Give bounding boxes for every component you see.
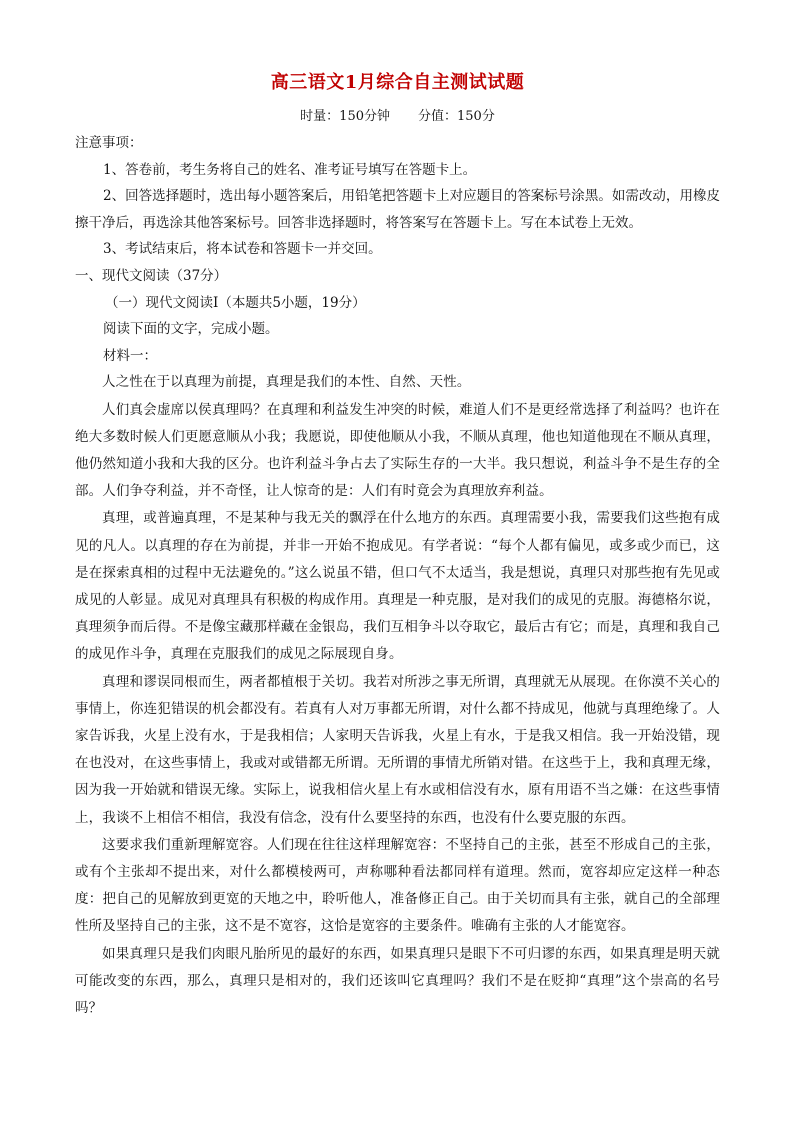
notice-item-2: 2、回答选择题时，选出每小题答案后，用铅笔把答题卡上对应题目的答案标号涂黑。如需改动，用橡皮擦干净后，再选涂其他答案标号。回答非选择题时，将答案写在答题卡上。写在本试卷上无效。 — [75, 188, 720, 231]
passage-paragraph-6: 如果真理只是我们肉眼凡胎所见的最好的东西，如果真理只是眼下不可归谬的东西，如果真理是明天就可能改变的东西，那么，真理只是相对的，我们还该叫它真理吗？我们不是在贬抑“真理”这个崇高的名号吗？ — [75, 945, 720, 1017]
passage-paragraph-4: 真理和谬误同根而生，两者都植根于关切。我若对所涉之事无所谓，真理就无从展现。在你漠不关心的事情上，你连犯错误的机会都没有。若真有人对万事都无所谓，对什么都不持成见，他就与真理绝缘了。人家告诉我，火星上没有水，于是我相信；人家明天告诉我，火星上有水，于是我又相信。我一开始没错，现在也没对，在这些事情上，我或对或错都无所谓。无所谓的事情尤所销对错。在这些于上，我和真理无缘，因为我一开始就和错误无缘。实际上，说我相信火星上有水或相信没有水，原有用语不当之嫌：在这些事情上，我谈不上相信不相信，我没有信念，没有什么要坚持的东西，也没有什么要克服的东西。 — [75, 673, 720, 826]
exam-time: 时量：150分钟 — [300, 109, 390, 124]
section-heading: 一、现代文阅读（37分） — [75, 267, 228, 284]
section-sub-heading: （一）现代文阅读Ⅰ（本题共5小题，19分） — [105, 294, 366, 311]
material-label: 材料一： — [103, 347, 157, 364]
passage-paragraph-3: 真理，或普遍真理，不是某种与我无关的飘浮在什么地方的东西。真理需要小我，需要我们这些抱有成见的凡人。以真理的存在为前提，并非一开始不抱成见。有学者说：“每个人都有偏见，或多或少而已，这是在探索真相的过程中无法避免的。”这么说虽不错，但口气不太适当，我是想说，真理只对那些抱有先见或成见的人彰显。成见对真理具有积极的构成作用。真理是一种克服，是对我们的成见的克服。海德格尔说，真理须争而后得。不是像宝藏那样藏在金银岛，我们互相争斗以夺取它，最后古有它；而是，真理和我自己的成见作斗争，真理在克服我们的成见之际展现自身。 — [75, 510, 720, 663]
document-page — [75, 64, 720, 1022]
notice-heading: 注意事项： — [75, 135, 143, 151]
exam-title: 高三语文1月综合自主测试试题 — [270, 72, 525, 93]
section-instruction: 阅读下面的文字，完成小题。 — [103, 321, 279, 338]
passage-paragraph-5: 这要求我们重新理解宽容。人们现在往往这样理解宽容：不坚持自己的主张，甚至不形成自己的主张，或有个主张却不提出来，对什么都模棱两可，声称哪种看法都同样有道理。然而，宽容却应定这样一种态度：把自己的见解放到更宽的天地之中，聆听他人，准备修正自己。由于关切而具有主张，就自己的全部理性所及坚持自己的主张，这不是不宽容，这恰是宽容的主要条件。唯确有主张的人才能宽容。 — [75, 836, 720, 935]
passage-paragraph-2: 人们真会虚席以侯真理吗？在真理和利益发生冲突的时候，难道人们不是更经常选择了利益吗？也许在绝大多数时候人们更愿意顺从小我；我愿说，即使他顺从小我，不顺从真理，他也知道他现在不顺从真理，他仍然知道小我和大我的区分。也许利益斗争占去了实际生存的一大半。我只想说，利益斗争不是生存的全部。人们争夺利益，并不奇怪，让人惊奇的是：人们有时竟会为真理放弃利益。 — [75, 401, 720, 500]
passage-paragraph-1: 人之性在于以真理为前提，真理是我们的本性、自然、天性。 — [102, 374, 471, 391]
exam-score: 分值：150分 — [418, 109, 495, 124]
notice-item-3: 3、考试结束后，将本试卷和答题卡一并交回。 — [103, 241, 382, 258]
notice-item-1: 1、答卷前，考生务将自己的姓名、准考证号填写在答题卡上。 — [103, 161, 477, 178]
exam-meta — [75, 104, 720, 130]
